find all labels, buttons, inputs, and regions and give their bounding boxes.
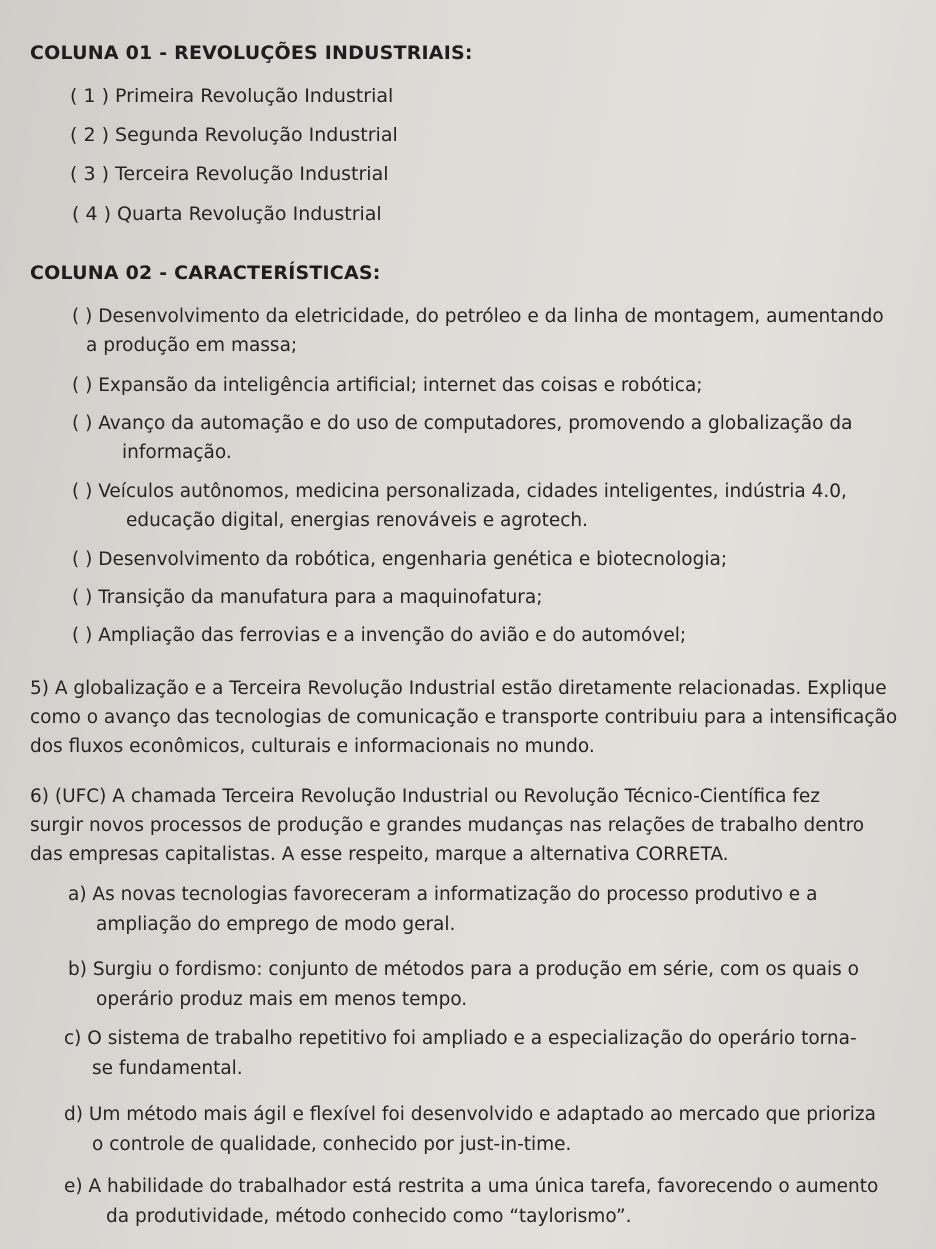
coluna2-item-3-line2: informação.: [122, 442, 232, 463]
option-c: [64, 1024, 857, 1084]
coluna2-item-3: [72, 409, 852, 467]
coluna1-item-1: ( 1 ) Primeira Revolução Industrial: [70, 85, 394, 107]
option-b: [68, 955, 859, 1015]
coluna2-item-7-line1: ( ) Ampliação das ferrovias e a invenção do avião e do automóvel;: [72, 625, 687, 646]
coluna2-item-4: [72, 477, 847, 535]
coluna2-item-5-line1: ( ) Desenvolvimento da robótica, engenharia genética e biotecnologia;: [72, 549, 728, 570]
option-c-line1: c) O sistema de trabalho repetitivo foi ampliado e a especialização do operário torna-: [64, 1028, 857, 1049]
option-b-line2: operário produz mais em menos tempo.: [96, 989, 468, 1010]
option-d-line2: o controle de qualidade, conhecido por just-in-time.: [92, 1134, 572, 1155]
coluna2-item-6: [72, 583, 543, 612]
coluna1-title: COLUNA 01 - REVOLUÇÕES INDUSTRIAIS:: [30, 42, 473, 64]
question-6-line2: surgir novos processos de produção e grandes mudanças nas relações de trabalho dentro: [30, 815, 865, 836]
coluna2-item-2-line1: ( ) Expansão da inteligência artificial; internet das coisas e robótica;: [72, 375, 703, 396]
coluna2-item-3-line1: ( ) Avanço da automação e do uso de computadores, promovendo a globalização da: [72, 413, 853, 434]
option-a: [68, 880, 817, 940]
coluna2-item-5: [72, 545, 727, 574]
option-a-line2: ampliação do emprego de modo geral.: [96, 914, 456, 935]
question-6-line3: das empresas capitalistas. A esse respeito, marque a alternativa CORRETA.: [30, 844, 729, 865]
option-c-line2: se fundamental.: [92, 1058, 243, 1079]
question-6: [30, 782, 864, 869]
coluna1-item-4: ( 4 ) Quarta Revolução Industrial: [72, 203, 382, 225]
coluna2-item-1-line2: a produção em massa;: [86, 335, 298, 356]
question-5: [30, 674, 897, 761]
coluna2-title: COLUNA 02 - CARACTERÍSTICAS:: [30, 262, 381, 284]
coluna2-item-2: [72, 371, 703, 400]
question-6-line1: 6) (UFC) A chamada Terceira Revolução Industrial ou Revolução Técnico-Científica fez: [30, 786, 820, 807]
option-a-line1: a) As novas tecnologias favoreceram a informatização do processo produtivo e a: [68, 884, 818, 905]
coluna1-item-2: ( 2 ) Segunda Revolução Industrial: [70, 124, 398, 146]
coluna2-item-4-line2: educação digital, energias renováveis e agrotech.: [126, 510, 589, 531]
coluna2-item-7: [72, 621, 686, 650]
option-e-line1: e) A habilidade do trabalhador está restrita a uma única tarefa, favorecendo o aumento: [64, 1176, 879, 1197]
option-d: [64, 1100, 876, 1160]
coluna2-item-1-line1: ( ) Desenvolvimento da eletricidade, do petróleo e da linha de montagem, aumentando: [72, 306, 884, 327]
option-e-line2: da produtividade, método conhecido como “taylorismo”.: [106, 1206, 632, 1227]
question-5-line2: como o avanço das tecnologias de comunicação e transporte contribuiu para a intensificação: [30, 707, 898, 728]
coluna2-item-4-line1: ( ) Veículos autônomos, medicina personalizada, cidades inteligentes, indústria 4.0,: [72, 481, 847, 502]
coluna1-item-3: ( 3 ) Terceira Revolução Industrial: [70, 163, 389, 185]
question-5-line1: 5) A globalização e a Terceira Revolução Industrial estão diretamente relacionadas. Explique: [30, 678, 887, 699]
option-e: [64, 1172, 878, 1232]
option-b-line1: b) Surgiu o fordismo: conjunto de métodos para a produção em série, com os quais o: [68, 959, 859, 980]
question-5-line3: dos fluxos econômicos, culturais e informacionais no mundo.: [30, 736, 595, 757]
option-d-line1: d) Um método mais ágil e flexível foi desenvolvido e adaptado ao mercado que prioriza: [64, 1104, 876, 1125]
coluna2-item-6-line1: ( ) Transição da manufatura para a maquinofatura;: [72, 587, 543, 608]
coluna2-item-1: [72, 302, 884, 360]
